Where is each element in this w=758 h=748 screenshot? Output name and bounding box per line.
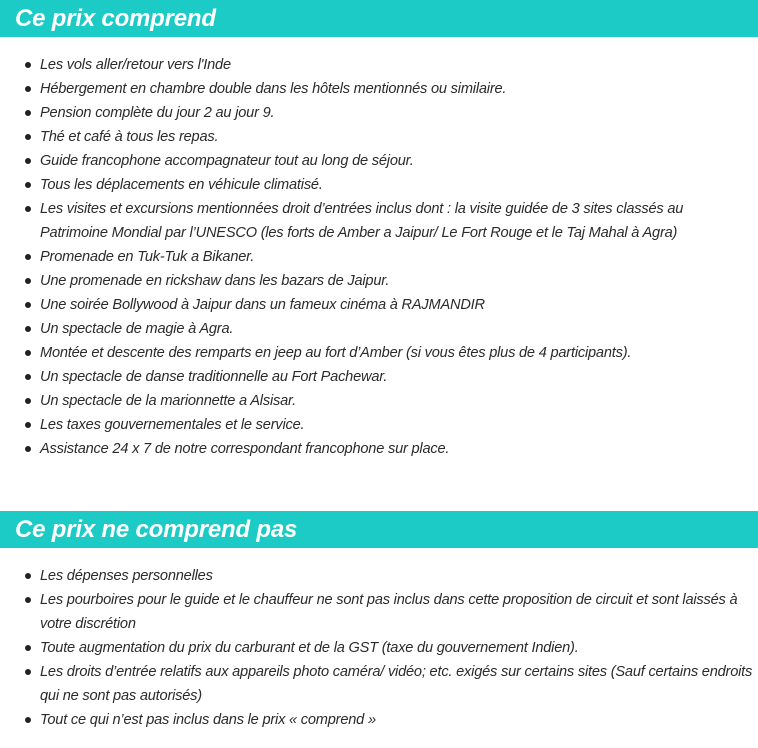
list-item	[0, 125, 758, 149]
list-item-text: Tous les déplacements en véhicule climatisé.	[40, 177, 323, 193]
list-item-text: Un spectacle de la marionnette a Alsisar.	[40, 393, 296, 409]
bullet-icon	[25, 182, 31, 188]
bullet-icon	[25, 669, 31, 675]
list-item	[0, 173, 758, 197]
included-section-title: Ce prix comprend	[0, 0, 758, 37]
list-item-text: Une promenade en rickshaw dans les bazars de Jaipur.	[40, 273, 390, 289]
bullet-icon	[25, 254, 31, 260]
list-item	[0, 564, 758, 588]
list-item-text: Hébergement en chambre double dans les hôtels mentionnés ou similaire.	[40, 81, 507, 97]
list-item-text: Pension complète du jour 2 au jour 9.	[40, 105, 275, 121]
list-item	[0, 660, 758, 708]
list-item-text: Assistance 24 x 7 de notre correspondant francophone sur place.	[40, 441, 450, 457]
list-item	[0, 245, 758, 269]
list-item	[0, 77, 758, 101]
list-item-text: Les visites et excursions mentionnées droit d’entrées inclus dont : la visite guidée de 3 sites classés au Patrimoine Mondial par l’UNESCO (les forts de Amber a Jaipur/ Le Fort Rouge et le Taj Mahal à Agra)	[40, 201, 684, 241]
list-item	[0, 708, 758, 732]
bullet-icon	[25, 278, 31, 284]
list-item-text: Montée et descente des remparts en jeep au fort d’Amber (si vous êtes plus de 4 participants).	[40, 345, 632, 361]
bullet-icon	[25, 302, 31, 308]
excluded-section-title: Ce prix ne comprend pas	[0, 511, 758, 548]
list-item-text: Un spectacle de danse traditionnelle au Fort Pachewar.	[40, 369, 388, 385]
bullet-icon	[25, 398, 31, 404]
excluded-list	[0, 564, 758, 732]
list-item	[0, 317, 758, 341]
list-item	[0, 365, 758, 389]
bullet-icon	[25, 422, 31, 428]
bullet-icon	[25, 374, 31, 380]
list-item-text: Promenade en Tuk-Tuk a Bikaner.	[40, 249, 255, 265]
bullet-icon	[25, 110, 31, 116]
list-item	[0, 636, 758, 660]
list-item-text: Les dépenses personnelles	[40, 568, 213, 584]
list-item-text: Les taxes gouvernementales et le service.	[40, 417, 305, 433]
included-list	[0, 53, 758, 461]
bullet-icon	[25, 645, 31, 651]
list-item-text: Un spectacle de magie à Agra.	[40, 321, 234, 337]
bullet-icon	[25, 206, 31, 212]
bullet-icon	[25, 446, 31, 452]
list-item	[0, 197, 758, 245]
list-item-text: Les pourboires pour le guide et le chauffeur ne sont pas inclus dans cette proposition de circuit et sont laissés à votre discrétion	[40, 592, 738, 632]
list-item	[0, 341, 758, 365]
list-item-text: Les droits d’entrée relatifs aux appareils photo caméra/ vidéo; etc. exigés sur certains sites (Sauf certains endroits qui ne sont pas autorisés)	[40, 664, 753, 704]
bullet-icon	[25, 350, 31, 356]
list-item-text: Une soirée Bollywood à Jaipur dans un fameux cinéma à RAJMANDIR	[40, 297, 485, 313]
list-item	[0, 389, 758, 413]
list-item	[0, 53, 758, 77]
bullet-icon	[25, 717, 31, 723]
list-item	[0, 269, 758, 293]
bullet-icon	[25, 62, 31, 68]
bullet-icon	[25, 158, 31, 164]
bullet-icon	[25, 597, 31, 603]
list-item	[0, 588, 758, 636]
list-item-text: Les vols aller/retour vers l'Inde	[40, 57, 231, 73]
list-item	[0, 413, 758, 437]
bullet-icon	[25, 326, 31, 332]
list-item	[0, 149, 758, 173]
bullet-icon	[25, 573, 31, 579]
list-item	[0, 437, 758, 461]
list-item-text: Tout ce qui n’est pas inclus dans le prix « comprend »	[40, 712, 376, 728]
bullet-icon	[25, 86, 31, 92]
list-item	[0, 101, 758, 125]
list-item-text: Thé et café à tous les repas.	[40, 129, 219, 145]
list-item-text: Guide francophone accompagnateur tout au long de séjour.	[40, 153, 414, 169]
bullet-icon	[25, 134, 31, 140]
list-item-text: Toute augmentation du prix du carburant et de la GST (taxe du gouvernement Indien).	[40, 640, 579, 656]
list-item	[0, 293, 758, 317]
